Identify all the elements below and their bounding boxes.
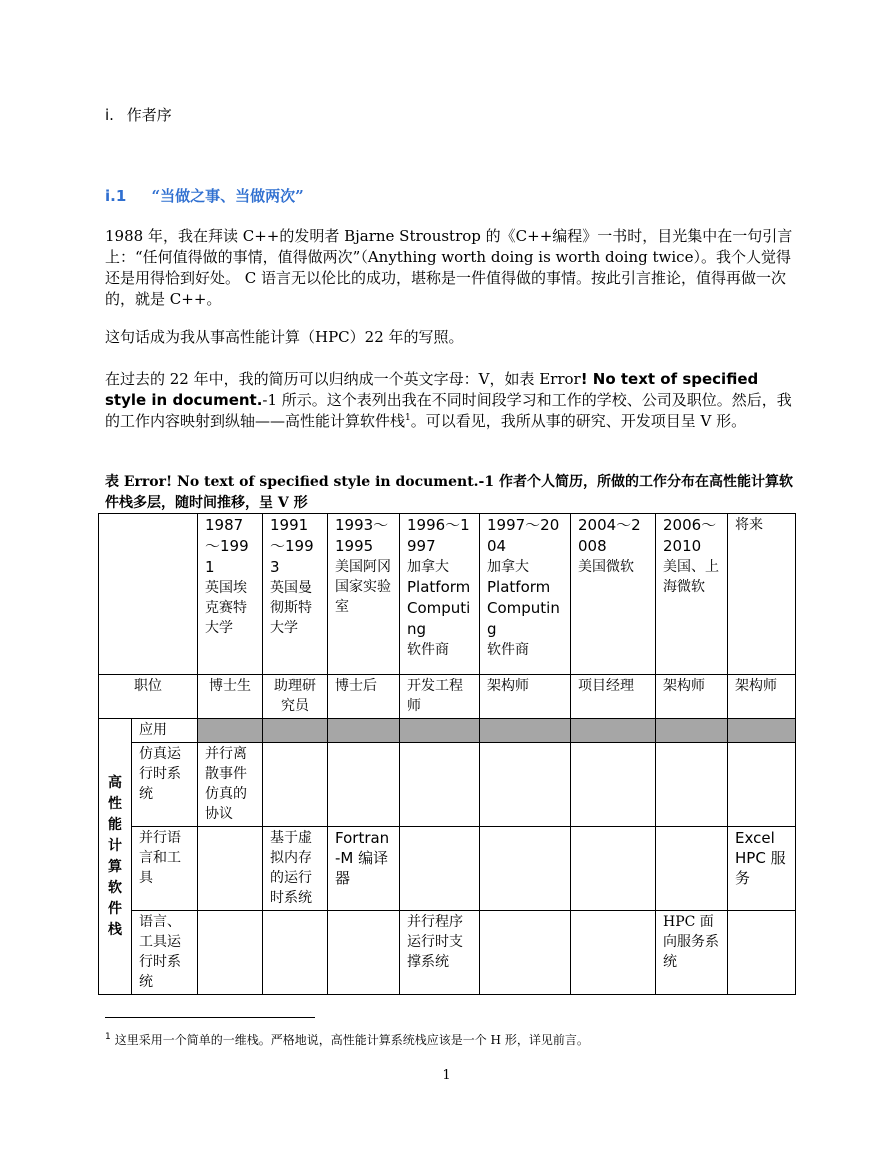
section-number: i.1: [105, 187, 127, 205]
position-cell: 博士后: [328, 675, 400, 719]
period-cell: [198, 514, 263, 675]
stack-cell: 并行程序运行时支撑系统: [400, 911, 480, 995]
footnote-reference[interactable]: 1: [405, 413, 411, 423]
stack-cell: 并行离散事件仿真的协议: [198, 743, 263, 827]
period-years: 1996～1997: [407, 516, 470, 555]
table-row-stack: [99, 911, 796, 995]
period-place: 美国阿冈国家实验室: [335, 559, 391, 615]
position-label: 职位: [99, 675, 198, 719]
position-cell: 助理研究员: [263, 675, 328, 719]
paragraph-resume: [105, 369, 795, 432]
stack-layer-label: 仿真运行时系统: [132, 743, 198, 827]
table-row-stack: [99, 827, 796, 911]
stack-cell: [263, 911, 328, 995]
period-years: 2004～2008: [578, 516, 641, 555]
period-place: 美国微软: [578, 559, 634, 575]
position-cell: 架构师: [728, 675, 796, 719]
section-title: “当做之事、当做两次”: [151, 187, 304, 205]
stack-cell: [480, 743, 571, 827]
footnote-text: 这里采用一个简单的一维栈。严格地说，高性能计算系统栈应该是一个 H 形，详见前言。: [114, 1033, 589, 1047]
stack-cell: [656, 719, 728, 743]
stack-cell: [198, 827, 263, 911]
table-row-stack: [99, 743, 796, 827]
resume-table: [98, 513, 796, 995]
chapter-title: 作者序: [126, 106, 172, 124]
table-caption: 表 Error! No text of specified style in document.-1 作者个人简历，所做的工作分布在高性能计算软件栈多层，随时间推移，呈 V 形: [105, 474, 793, 511]
period-years: 1991～1993: [270, 516, 314, 576]
stack-layer-label: 应用: [132, 719, 198, 743]
paragraph-hpc: 这句话成为我从事高性能计算（HPC）22 年的写照。: [105, 328, 464, 346]
paragraph-resume-part-c: 。可以看见，我所从事的研究、开发项目呈 V 形。: [410, 412, 747, 430]
stack-cell: [656, 827, 728, 911]
period-company-type: 软件商: [407, 642, 449, 658]
period-cell: [480, 514, 571, 675]
footnote-separator: [105, 1017, 315, 1018]
position-cell: 博士生: [198, 675, 263, 719]
period-cell: [263, 514, 328, 675]
period-company-type: 软件商: [487, 642, 529, 658]
period-years: 1993～1995: [335, 516, 389, 555]
stack-layer-label: 并行语言和工具: [132, 827, 198, 911]
period-cell: [328, 514, 400, 675]
stack-cell: [571, 719, 656, 743]
footnote: [105, 1031, 589, 1048]
stack-cell: 基于虚拟内存的运行时系统: [263, 827, 328, 911]
paragraph-resume-part-b: -1 所示。这个表列出我在不同时间段学习和工作的学校、公司及职位。然后，我的工作内容映射到纵轴——高性能计算软件栈: [105, 391, 792, 430]
table-row-stack: [99, 719, 796, 743]
period-company: Platform Computing: [487, 578, 560, 638]
stack-cell: [656, 743, 728, 827]
period-place: 加拿大: [487, 559, 529, 575]
stack-cell: [480, 719, 571, 743]
stack-cell: [328, 743, 400, 827]
period-place: 英国曼彻斯特大学: [270, 580, 312, 636]
stack-cell: [571, 827, 656, 911]
stack-cell: [571, 911, 656, 995]
stack-cell: [263, 719, 328, 743]
stack-cell: [328, 911, 400, 995]
position-cell: 架构师: [480, 675, 571, 719]
period-cell: [656, 514, 728, 675]
stack-cell: [198, 719, 263, 743]
stack-cell: [728, 743, 796, 827]
stack-cell: [400, 827, 480, 911]
stack-cell: [198, 911, 263, 995]
position-cell: 开发工程师: [400, 675, 480, 719]
stack-cell: [728, 719, 796, 743]
period-years: 1997～2004: [487, 516, 560, 555]
paragraph-quote: 1988 年，我在拜读 C++的发明者 Bjarne Stroustrop 的《C++编程》一书时，目光集中在一句引言上：“任何值得做的事情，值得做两次”（Anything worth doing is worth doing twice）。我个人觉得还是用得恰到好处。 C 语言无以伦比的成功，堪称是一件值得做的事情。按此引言推论，值得再做一次的，就是 C++。: [105, 227, 793, 308]
position-cell: 项目经理: [571, 675, 656, 719]
stack-cell: [480, 911, 571, 995]
stack-axis-text: 高性能计算软件栈: [108, 774, 122, 938]
period-years: 2006～2010: [663, 516, 717, 555]
period-place: 加拿大: [407, 559, 449, 575]
chapter-heading: [105, 104, 172, 125]
period-place: 将来: [735, 517, 763, 533]
period-cell: [728, 514, 796, 675]
stack-cell: [400, 719, 480, 743]
chapter-number: i.: [105, 106, 114, 124]
stack-cell: [728, 911, 796, 995]
error-reference-text: ! No text of specified style in document.: [105, 370, 759, 409]
period-place: 英国埃克赛特大学: [205, 580, 247, 636]
period-company: Platform Computing: [407, 578, 471, 638]
stack-layer-label: 语言、工具运行时系统: [132, 911, 198, 995]
stack-cell: [263, 743, 328, 827]
stack-cell: [400, 743, 480, 827]
period-years: 1987～1991: [205, 516, 249, 576]
stack-cell: [328, 719, 400, 743]
position-cell: 架构师: [656, 675, 728, 719]
table-row-positions: [99, 675, 796, 719]
table-row-periods: [99, 514, 796, 675]
period-cell: [571, 514, 656, 675]
stack-axis-label: [99, 719, 132, 995]
stack-cell: [480, 827, 571, 911]
stack-cell: HPC 面向服务系统: [656, 911, 728, 995]
period-place: 美国、上海微软: [663, 559, 719, 595]
stack-cell: Excel HPC 服务: [728, 827, 796, 911]
footnote-mark: 1: [105, 1032, 111, 1042]
stack-cell: [571, 743, 656, 827]
period-cell: [400, 514, 480, 675]
paragraph-resume-part-a: 在过去的 22 年中，我的简历可以归纳成一个英文字母：V，如表 Error: [105, 370, 581, 388]
page-number: 1: [442, 1068, 451, 1083]
section-heading: [105, 185, 304, 206]
stack-cell: Fortran-M 编译器: [328, 827, 400, 911]
table-corner-cell: [99, 514, 198, 675]
